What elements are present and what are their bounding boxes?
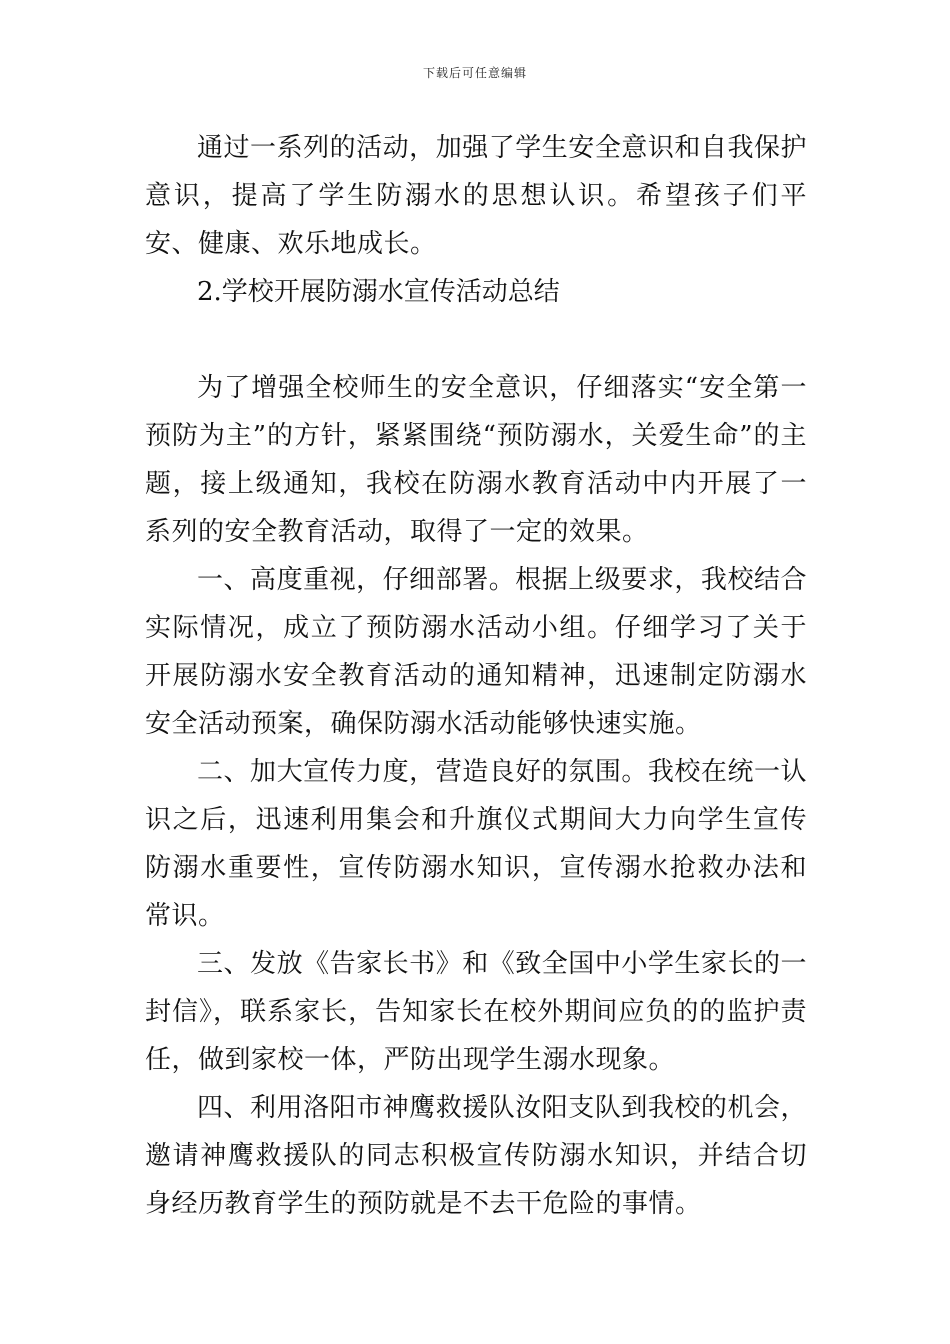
blank-line	[145, 316, 807, 364]
paragraph-point-4: 四、利用洛阳市神鹰救援队汝阳支队到我校的机会，邀请神鹰救援队的同志积极宣传防溺水知识，并结合切身经历教育学生的预防就是不去干危险的事情。	[145, 1093, 807, 1219]
paragraph-summary: 为了增强全校师生的安全意识，仔细落实“安全第一预防为主”的方针，紧紧围绕“预防溺水，关爱生命”的主题，接上级通知，我校在防溺水教育活动中内开展了一系列的安全教育活动，取得了一定的效果。	[145, 373, 807, 547]
paragraph-intro: 通过一系列的活动，加强了学生安全意识和自我保护意识，提高了学生防溺水的思想认识。希望孩子们平安、健康、欢乐地成长。	[145, 133, 807, 259]
paragraph-point-2: 二、加大宣传力度，营造良好的氛围。我校在统一认识之后，迅速利用集会和升旗仪式期间大力向学生宣传防溺水重要性，宣传防溺水知识，宣传溺水抢救办法和常识。	[145, 757, 807, 931]
page-header-note: 下载后可任意编辑	[422, 66, 527, 80]
document-body	[145, 124, 807, 1228]
paragraph-point-1: 一、高度重视，仔细部署。根据上级要求，我校结合实际情况，成立了预防溺水活动小组。仔细学习了关于开展防溺水安全教育活动的通知精神，迅速制定防溺水安全活动预案，确保防溺水活动能够快速实施。	[145, 565, 807, 739]
paragraph-point-3: 三、发放《告家长书》和《致全国中小学生家长的一封信》，联系家长，告知家长在校外期间应负的的监护责任，做到家校一体，严防出现学生溺水现象。	[145, 949, 807, 1075]
section-title: 2.学校开展防溺水宣传活动总结	[197, 277, 560, 307]
